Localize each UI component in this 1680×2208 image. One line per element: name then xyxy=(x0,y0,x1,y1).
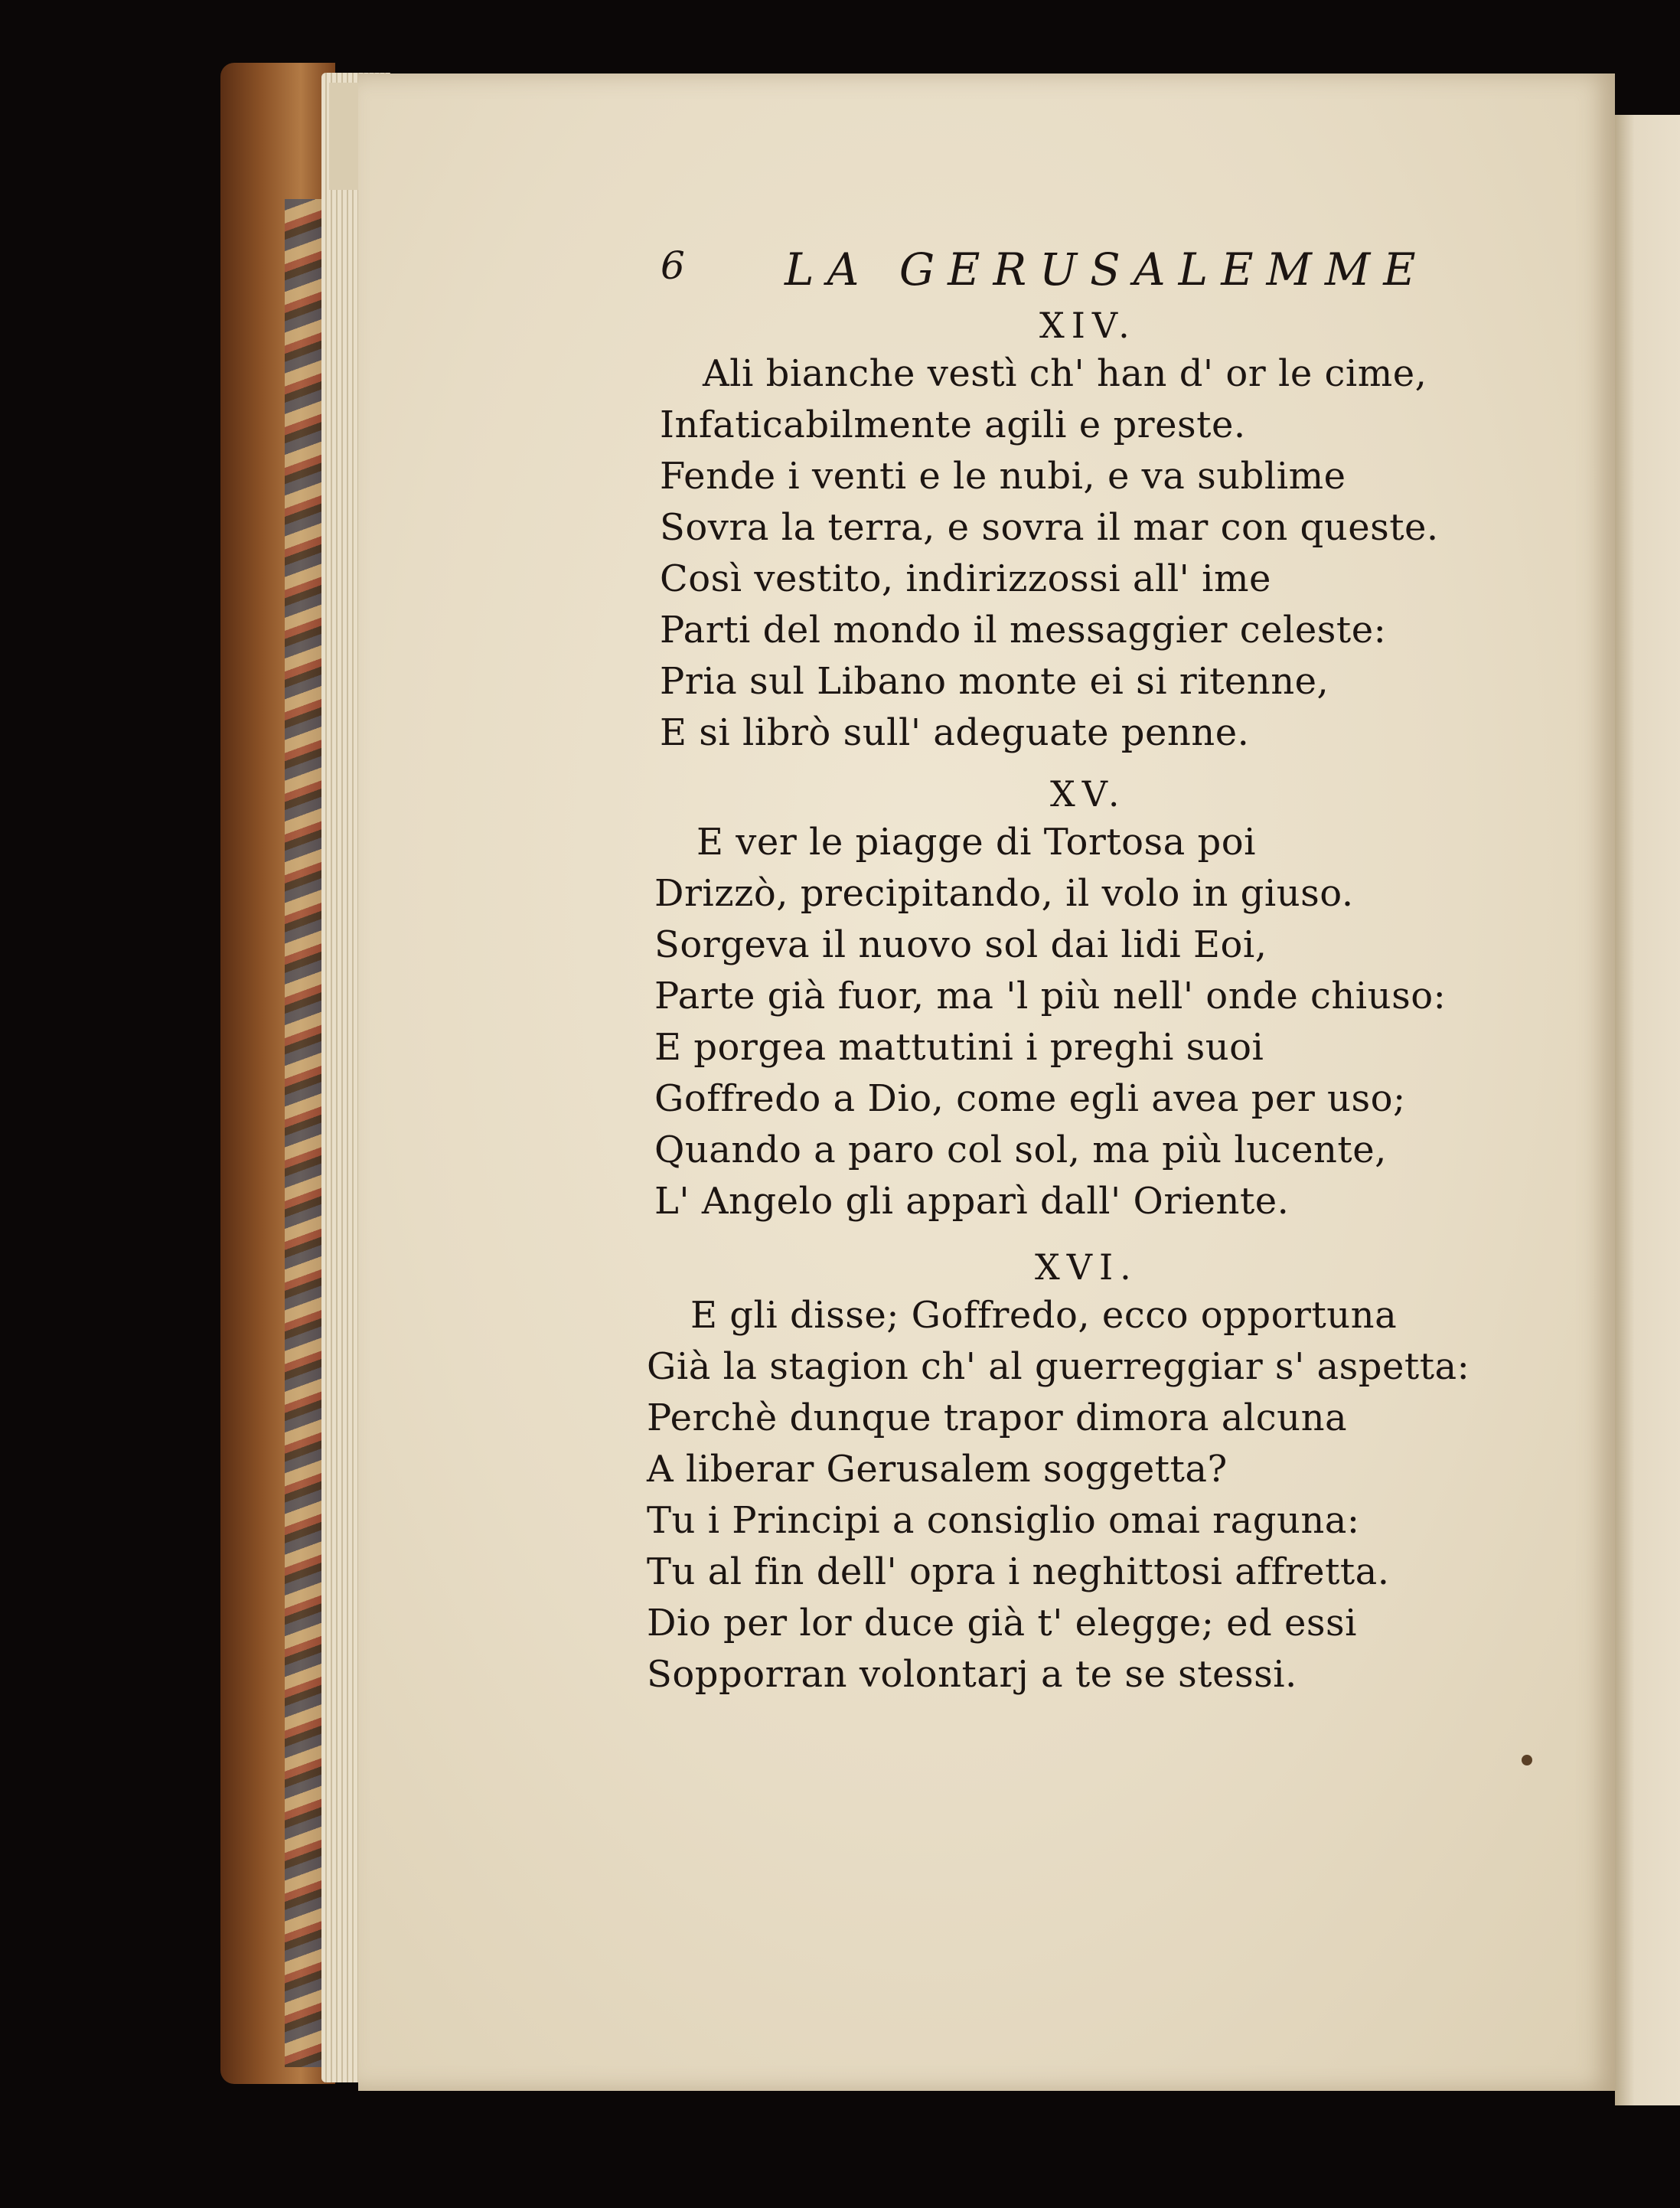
facing-page-edge xyxy=(1615,115,1680,2105)
verse-line: Dio per lor duce già t' elegge; ed essi xyxy=(647,1602,1358,1645)
verse-line: Tu i Principi a consiglio omai raguna: xyxy=(647,1499,1360,1542)
verse-line: Sorgeva il nuovo sol dai lidi Eoi, xyxy=(654,923,1267,966)
stanza-number-xiv: XIV. xyxy=(1039,305,1137,346)
verse-line: L' Angelo gli apparì dall' Oriente. xyxy=(654,1180,1290,1223)
verse-line: Così vestito, indirizzossi all' ime xyxy=(660,557,1271,600)
stanza-number-xv: XV. xyxy=(1050,773,1127,815)
verse-line: A liberar Gerusalem soggetta? xyxy=(647,1448,1228,1491)
verse-line: Drizzò, precipitando, il volo in giuso. xyxy=(654,872,1354,915)
running-title: LA GERUSALEMME xyxy=(785,243,1429,296)
verse-line: E ver le piagge di Tortosa poi xyxy=(696,821,1256,864)
page-number: 6 xyxy=(661,243,685,288)
endpaper-corner xyxy=(329,83,360,190)
verse-line: Parti del mondo il messaggier celeste: xyxy=(660,609,1387,652)
verse-line: E porgea mattutini i preghi suoi xyxy=(654,1026,1264,1069)
verse-line: Sovra la terra, e sovra il mar con queste. xyxy=(660,506,1439,549)
stanza-number-xvi: XVI. xyxy=(1035,1246,1138,1288)
page-header xyxy=(654,243,1429,297)
verse-line: Ali bianche vestì ch' han d' or le cime, xyxy=(703,352,1427,395)
foxing-spot xyxy=(1522,1755,1532,1765)
verse-line: E si librò sull' adeguate penne. xyxy=(660,711,1250,754)
verse-line: E gli disse; Goffredo, ecco opportuna xyxy=(690,1294,1398,1337)
verse-line: Fende i venti e le nubi, e va sublime xyxy=(660,455,1346,498)
verse-line: Sopporran volontarj a te se stessi. xyxy=(647,1653,1297,1696)
verse-line: Già la stagion ch' al guerreggiar s' aspetta: xyxy=(647,1345,1470,1388)
verse-line: Quando a paro col sol, ma più lucente, xyxy=(654,1128,1387,1171)
verse-line: Tu al fin dell' opra i neghittosi affretta. xyxy=(647,1550,1390,1593)
verse-line: Infaticabilmente agili e preste. xyxy=(660,403,1246,446)
verse-line: Pria sul Libano monte ei si ritenne, xyxy=(660,660,1329,703)
verse-line: Goffredo a Dio, come egli avea per uso; xyxy=(654,1077,1406,1120)
verse-line: Parte già fuor, ma 'l più nell' onde chiuso: xyxy=(654,975,1447,1017)
verse-line: Perchè dunque trapor dimora alcuna xyxy=(647,1396,1348,1439)
